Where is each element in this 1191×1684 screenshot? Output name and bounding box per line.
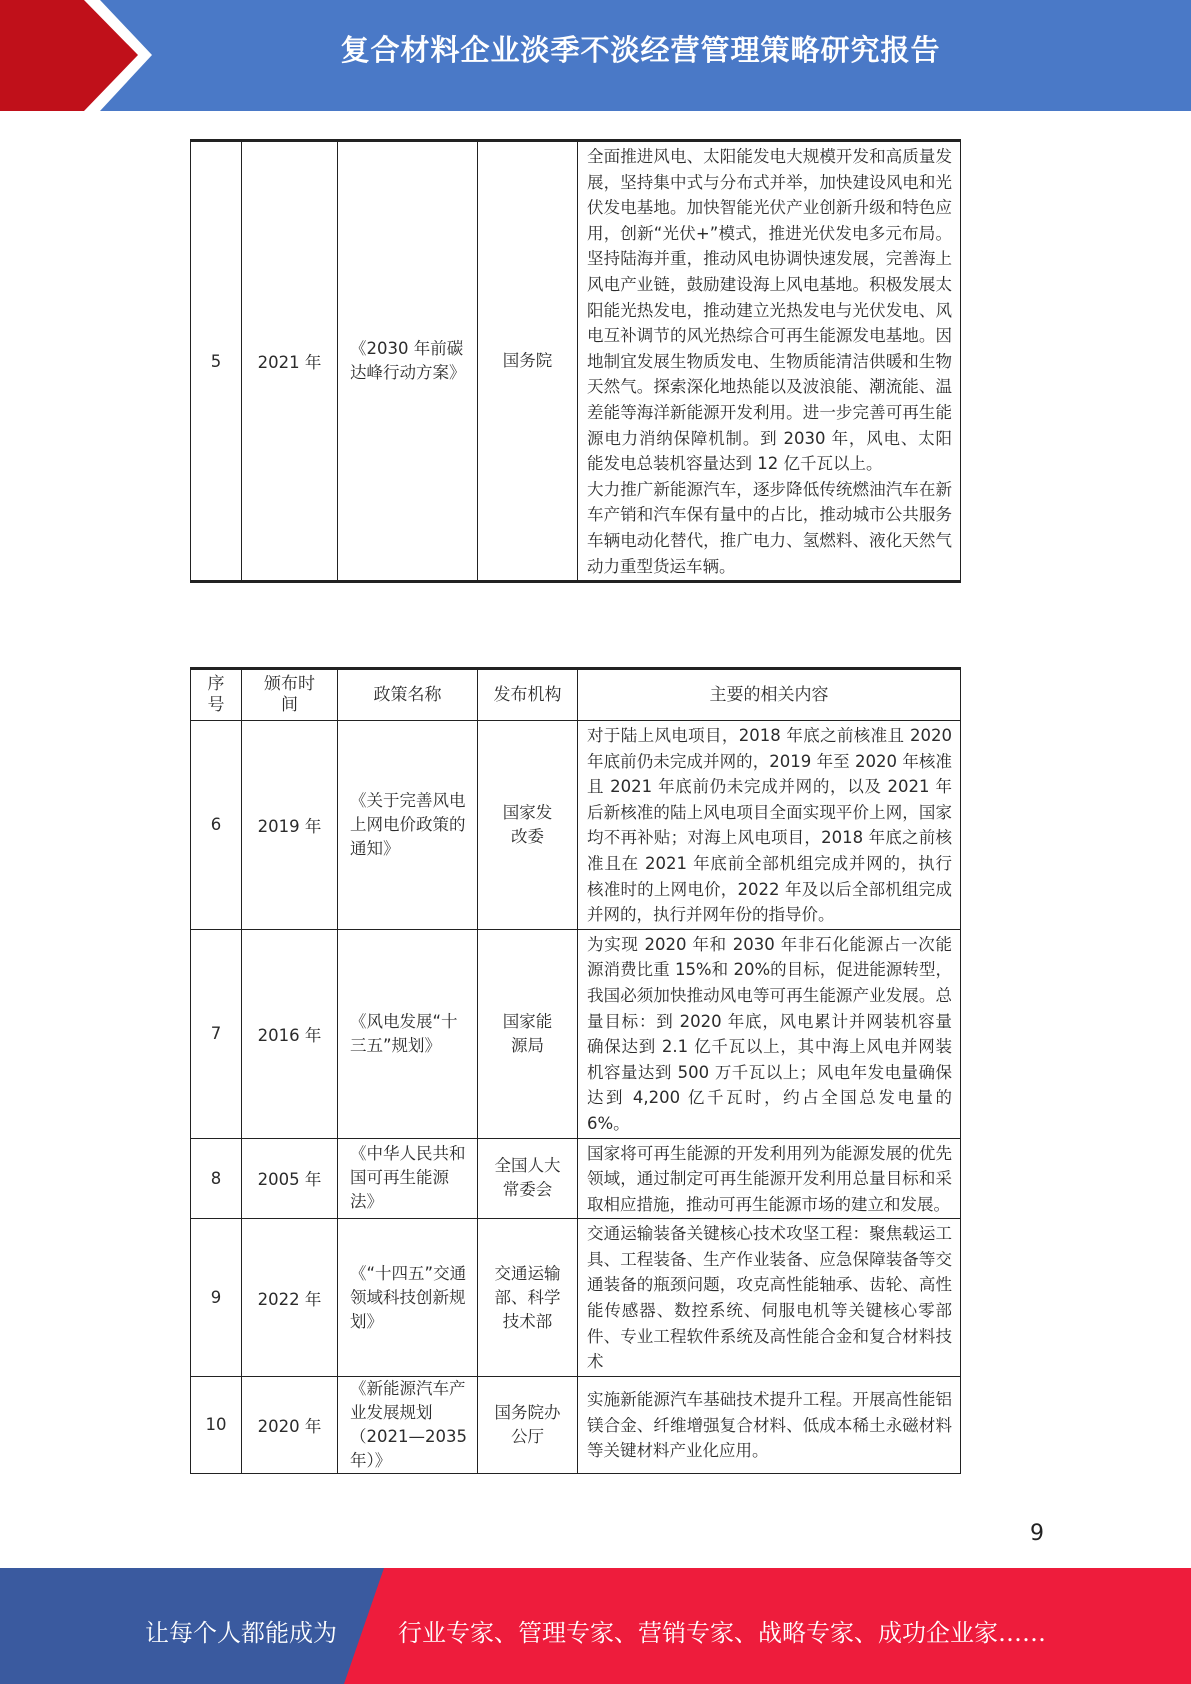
row-policy-name: 《新能源汽车产业发展规划（2021—2035 年）》 — [338, 1376, 478, 1473]
report-title: 复合材料企业淡季不淡经营管理策略研究报告 — [340, 33, 941, 67]
row-number: 9 — [191, 1219, 242, 1377]
row-number: 8 — [191, 1138, 242, 1219]
footer-slogan-right: 行业专家、管理专家、营销专家、战略专家、成功企业家…… — [398, 1619, 1046, 1647]
page-footer — [0, 1568, 1191, 1684]
row-publisher: 国家发改委 — [478, 721, 578, 930]
row-policy-name: 《风电发展“十三五”规划》 — [338, 929, 478, 1138]
table-row — [191, 721, 961, 930]
row-year: 2020 年 — [242, 1376, 338, 1473]
row-content — [578, 141, 961, 582]
row-policy-name: 《“十四五”交通领域科技创新规划》 — [338, 1219, 478, 1377]
row-publisher: 国家能源局 — [478, 929, 578, 1138]
row-content: 国家将可再生能源的开发利用列为能源发展的优先领域，通过制定可再生能源开发利用总量目标和采取相应措施，推动可再生能源市场的建立和发展。 — [578, 1138, 961, 1219]
row-content: 为实现 2020 年和 2030 年非石化能源占一次能源消费比重 15%和 20%的目标，促进能源转型，我国必须加快推动风电等可再生能源产业发展。总量目标：到 2020 年底，风电累计并网装机容量确保达到 2.1 亿千瓦以上，其中海上风电并网装机容量达到 500 万千瓦以上；风电年发电量确保达到 4,200 亿千瓦时，约占全国总发电量的 6%。 — [578, 929, 961, 1138]
row-number: 10 — [191, 1376, 242, 1473]
table-row — [191, 1376, 961, 1473]
content-paragraph: 大力推广新能源汽车，逐步降低传统燃油汽车在新车产销和汽车保有量中的占比，推动城市公共服务车辆电动化替代，推广电力、氢燃料、液化天然气动力重型货运车辆。 — [587, 479, 952, 576]
table-row — [191, 1219, 961, 1377]
page-number: 9 — [1030, 1521, 1044, 1546]
row-year: 2016 年 — [242, 929, 338, 1138]
row-year: 2021 年 — [242, 141, 338, 582]
row-number: 5 — [191, 141, 242, 582]
policy-table-continued — [190, 139, 961, 583]
header-policy-name: 政策名称 — [338, 669, 478, 721]
row-number: 7 — [191, 929, 242, 1138]
policy-table — [190, 667, 961, 1474]
table-header-row — [191, 669, 961, 721]
row-year: 2019 年 — [242, 721, 338, 930]
header-year: 颁布时间 — [242, 669, 338, 721]
row-year: 2022 年 — [242, 1219, 338, 1377]
table-row — [191, 1138, 961, 1219]
header-publisher: 发布机构 — [478, 669, 578, 721]
row-publisher: 国务院 — [478, 141, 578, 582]
table-row — [191, 141, 961, 582]
row-policy-name: 《中华人民共和国可再生能源法》 — [338, 1138, 478, 1219]
row-content: 交通运输装备关键核心技术攻坚工程：聚焦载运工具、工程装备、生产作业装备、应急保障装备等交通装备的瓶颈问题，攻克高性能轴承、齿轮、高性能传感器、数控系统、伺服电机等关键核心零部件、专业工程软件系统及高性能合金和复合材料技术 — [578, 1219, 961, 1377]
header-number: 序号 — [191, 669, 242, 721]
row-year: 2005 年 — [242, 1138, 338, 1219]
page-header — [0, 0, 1191, 111]
row-number: 6 — [191, 721, 242, 930]
row-publisher: 交通运输部、科学技术部 — [478, 1219, 578, 1377]
header-content: 主要的相关内容 — [578, 669, 961, 721]
table-row — [191, 929, 961, 1138]
row-content: 对于陆上风电项目，2018 年底之前核准且 2020 年底前仍未完成并网的，2019 年至 2020 年核准且 2021 年底前仍未完成并网的，以及 2021 年后新核准的陆上风电项目全面实现平价上网，国家均不再补贴；对海上风电项目，2018 年底之前核准且在 2021 年底前全部机组完成并网的，执行核准时的上网电价，2022 年及以后全部机组完成并网的，执行并网年份的指导价。 — [578, 721, 961, 930]
row-policy-name: 《2030 年前碳达峰行动方案》 — [338, 141, 478, 582]
red-arrow-decoration — [0, 0, 160, 111]
row-publisher: 全国人大常委会 — [478, 1138, 578, 1219]
row-policy-name: 《关于完善风电上网电价政策的通知》 — [338, 721, 478, 930]
row-content: 实施新能源汽车基础技术提升工程。开展高性能铝镁合金、纤维增强复合材料、低成本稀土永磁材料等关键材料产业化应用。 — [578, 1376, 961, 1473]
footer-slogan-left: 让每个人都能成为 — [145, 1619, 337, 1647]
row-publisher: 国务院办公厅 — [478, 1376, 578, 1473]
content-paragraph: 全面推进风电、太阳能发电大规模开发和高质量发展，坚持集中式与分布式并举，加快建设风电和光伏发电基地。加快智能光伏产业创新升级和特色应用，创新“光伏+”模式，推进光伏发电多元布局。坚持陆海并重，推动风电协调快速发展，完善海上风电产业链，鼓励建设海上风电基地。积极发展太阳能光热发电，推动建立光热发电与光伏发电、风电互补调节的风光热综合可再生能源发电基地。因地制宜发展生物质发电、生物质能清洁供暖和生物天然气。探索深化地热能以及波浪能、潮流能、温差能等海洋新能源开发利用。进一步完善可再生能源电力消纳保障机制。到 2030 年，风电、太阳能发电总装机容量达到 12 亿千瓦以上。 — [587, 147, 952, 474]
